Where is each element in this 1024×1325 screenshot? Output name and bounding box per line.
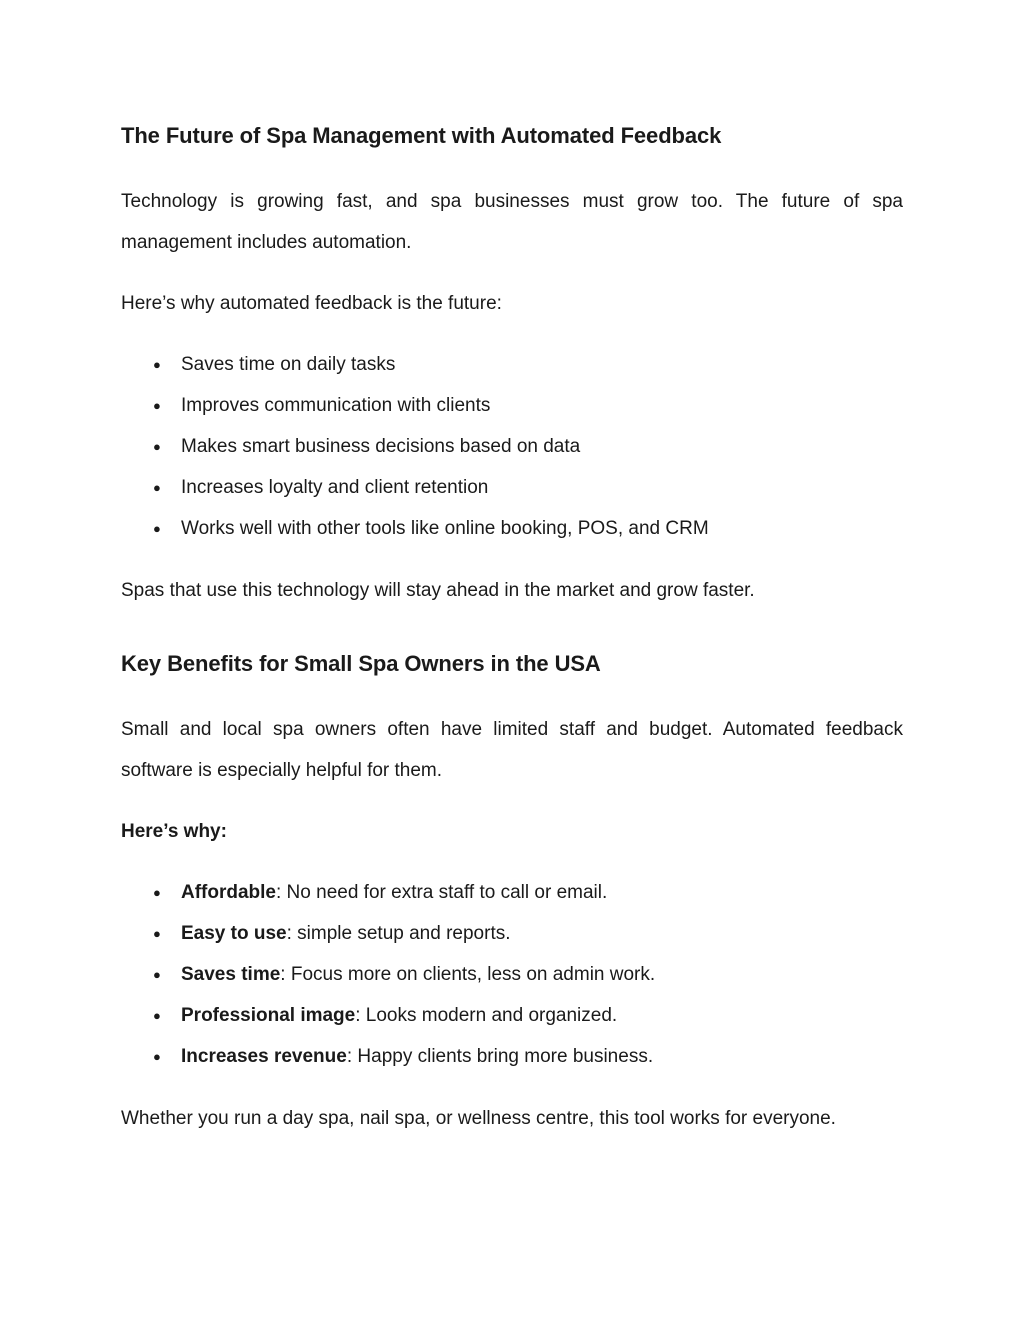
bullet-icon: ● — [153, 521, 161, 536]
bullet-icon: ● — [153, 357, 161, 372]
benefits-intro-paragraph: Small and local spa owners often have limited staff and budget. Automated feedback software is especially helpful for them. — [121, 719, 903, 781]
future-bullet-list — [121, 344, 903, 549]
list-item: ● Makes smart business decisions based on data — [121, 426, 903, 467]
list-item: ● Easy to use: simple setup and reports. — [121, 913, 903, 954]
bullet-icon: ● — [153, 1049, 161, 1064]
bullet-icon: ● — [153, 885, 161, 900]
benefits-lead-paragraph: Here’s why: — [121, 821, 227, 842]
list-item: ● Improves communication with clients — [121, 385, 903, 426]
bullet-icon: ● — [153, 398, 161, 413]
future-closing-paragraph: Spas that use this technology will stay ahead in the market and grow faster. — [121, 580, 755, 601]
bullet-icon: ● — [153, 926, 161, 941]
list-item: ● Works well with other tools like online booking, POS, and CRM — [121, 508, 903, 549]
bullet-icon: ● — [153, 480, 161, 495]
list-item: ● Saves time on daily tasks — [121, 344, 903, 385]
section-heading-key-benefits: Key Benefits for Small Spa Owners in the USA — [121, 651, 601, 676]
list-item: ● Increases loyalty and client retention — [121, 467, 903, 508]
list-item: ● Affordable: No need for extra staff to call or email. — [121, 872, 903, 913]
bullet-icon: ● — [153, 439, 161, 454]
bullet-icon: ● — [153, 967, 161, 982]
list-item: ● Saves time: Focus more on clients, less on admin work. — [121, 954, 903, 995]
benefits-bullet-list — [121, 872, 903, 1077]
future-intro-paragraph: Technology is growing fast, and spa businesses must grow too. The future of spa management includes automation. — [121, 191, 903, 253]
benefits-closing-paragraph: Whether you run a day spa, nail spa, or wellness centre, this tool works for everyone. — [121, 1108, 836, 1129]
list-item: ● Professional image: Looks modern and organized. — [121, 995, 903, 1036]
bullet-icon: ● — [153, 1008, 161, 1023]
list-item: ● Increases revenue: Happy clients bring more business. — [121, 1036, 903, 1077]
future-lead-paragraph: Here’s why automated feedback is the future: — [121, 293, 502, 314]
section-heading-future: The Future of Spa Management with Automated Feedback — [121, 123, 722, 148]
